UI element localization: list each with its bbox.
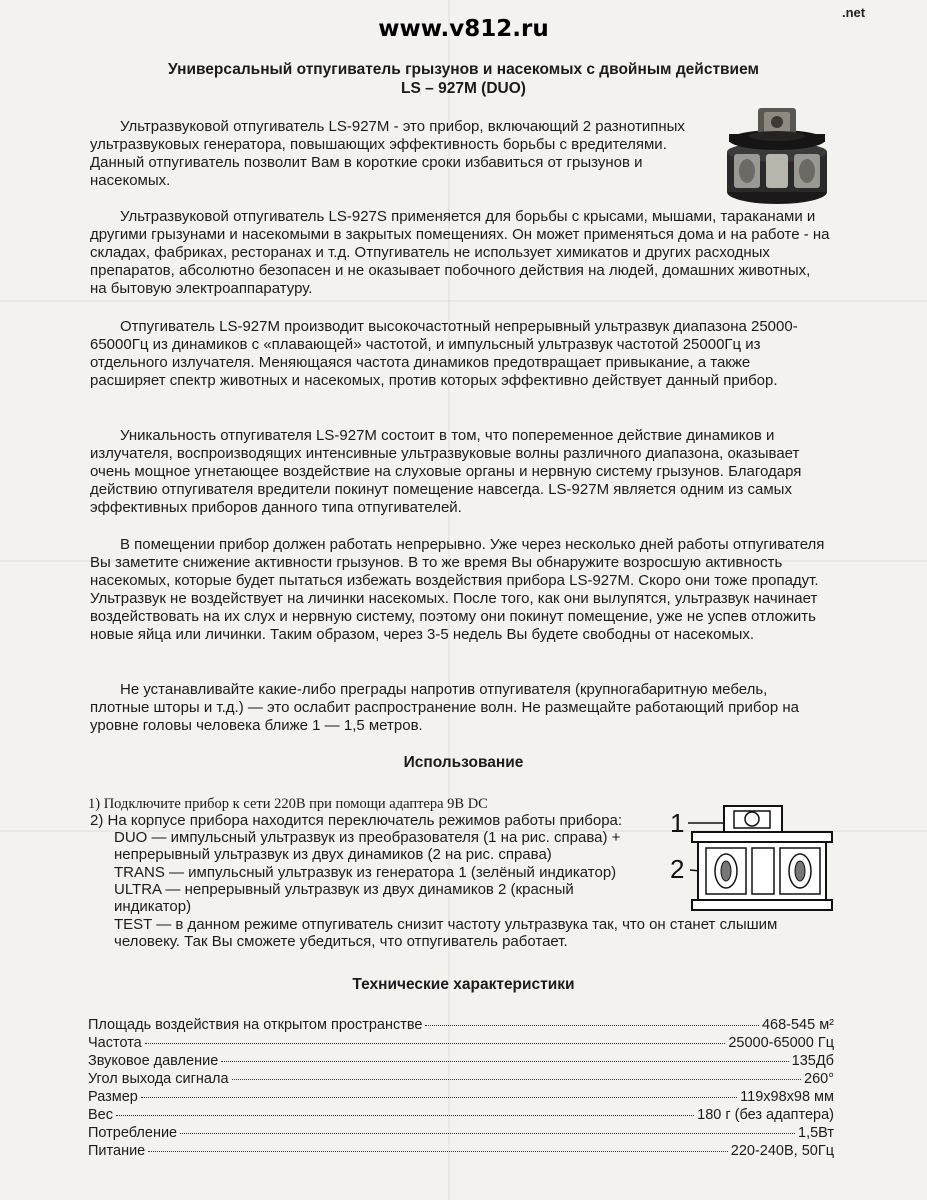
paragraph-text: Ультразвуковой отпугиватель LS-927S применяется для борьбы с крысами, мышами, тараканами и другими грызунами и насекомыми в закрытых помещениях. Он может применяться дома и на работе - на складах, фабриках, ресторанах и т.д. Отпугиватель не использует химикатов и других расходных препаратов, абсолютно безопасен и не оказывает побочного действия на людей, домашних животных, на бытовую электроаппаратуру.	[90, 208, 830, 297]
paragraph	[90, 208, 830, 298]
paragraph-text: Уникальность отпугивателя LS-927M состоит в том, что попеременное действие динамиков и излучателя, воспроизводящих интенсивные ультразвуковые волны различного диапазона, оказывает очень мощное угнетающее воздействие на слуховые органы и нервную систему грызунов. Благодаря действию отпугивателя вредители покинут помещение навсегда. LS-927M является одним из самых эффективных приборов данного типа отпугивателей.	[90, 427, 802, 516]
spec-leader-dots	[221, 1061, 788, 1062]
spec-name: Угол выхода сигнала	[88, 1071, 229, 1087]
spec-row	[88, 1034, 834, 1052]
paragraph-text: Отпугиватель LS-927M производит высокочастотный непрерывный ультразвук диапазона 25000-65000Гц из динамиков с «плавающей» частотой, и импульсный ультразвук частотой 25000Гц из отдельного излучателя. Меняющаяся частота динамиков предотвращает привыкание, а также расширяет спектр животных и насекомых, против которых эффективно действует данный прибор.	[90, 318, 798, 389]
spec-name: Питание	[88, 1143, 146, 1159]
paper-fold-horizontal	[0, 300, 927, 302]
spec-leader-dots	[232, 1079, 801, 1080]
spec-name: Размер	[88, 1089, 138, 1105]
spec-value: 260°	[804, 1071, 834, 1087]
spec-row	[88, 1088, 834, 1106]
spec-value: 135Дб	[791, 1053, 834, 1069]
mode-trans: TRANS — импульсный ультразвук из генератора 1 (зелёный индикатор)	[114, 864, 617, 881]
paragraph	[90, 427, 830, 517]
spec-name: Вес	[88, 1107, 113, 1123]
diagram-label-2: 2	[670, 854, 685, 884]
mode-ultra: ULTRA — непрерывный ультразвук из двух динамиков 2 (красный индикатор)	[114, 881, 574, 915]
usage-step-1: 1) Подключите прибор к сети 220В при помощи адаптера 9В DC	[88, 796, 488, 812]
spec-name: Звуковое давление	[88, 1053, 219, 1069]
spec-row	[88, 1070, 834, 1088]
specs-table	[88, 1016, 834, 1160]
paragraph	[90, 318, 830, 390]
spec-leader-dots	[145, 1043, 726, 1044]
paragraph-text: В помещении прибор должен работать непрерывно. Уже через несколько дней работы отпугивателя Вы заметите снижение активности грызунов. В то же время Вы обнаружите возросшую активность насекомых, которые будет пытаться избежать воздействия прибора LS-927M. Скоро они тоже пропадут. Ультразвук не воздействует на личинки насекомых. После того, как они вылупятся, ультразвук начинает воздействовать на их слух и нервную систему, поэтому они покинут помещение, уже не успев отложить новые яйца или личинки. Таким образом, через 3-5 недель Вы будете свободны от насекомых.	[90, 536, 825, 643]
spec-row	[88, 1124, 834, 1142]
specs-heading: Технические характеристики	[352, 976, 575, 993]
spec-leader-dots	[116, 1115, 694, 1116]
paragraph	[90, 536, 830, 644]
document-title	[40, 60, 887, 98]
spec-value: 1,5Вт	[798, 1125, 834, 1141]
spec-name: Площадь воздействия на открытом пространстве	[88, 1017, 423, 1033]
spec-row	[88, 1106, 834, 1124]
spec-name: Потребление	[88, 1125, 178, 1141]
spec-value: 220-240В, 50Гц	[730, 1143, 834, 1159]
spec-row	[88, 1142, 834, 1160]
spec-value: 25000-65000 Гц	[728, 1035, 834, 1051]
mode-duo: DUO — импульсный ультразвук из преобразователя (1 на рис. справа) + непрерывный ультразвук из двух динамиков (2 на рис. справа)	[114, 829, 621, 863]
product-photo	[722, 100, 832, 210]
title-line-2: LS – 927M (DUO)	[401, 80, 526, 97]
site-watermark: www.v812.ru	[378, 16, 549, 42]
spec-name: Частота	[88, 1035, 142, 1051]
device-diagram	[668, 800, 838, 930]
spec-leader-dots	[141, 1097, 737, 1098]
spec-row	[88, 1052, 834, 1070]
spec-value: 468-545 м²	[761, 1017, 834, 1033]
spec-leader-dots	[180, 1133, 795, 1134]
spec-row	[88, 1016, 834, 1034]
spec-value: 180 г (без адаптера)	[697, 1107, 834, 1123]
paragraph	[90, 681, 830, 735]
usage-heading: Использование	[403, 754, 524, 771]
diagram-label-1: 1	[670, 808, 685, 838]
spec-leader-dots	[148, 1151, 728, 1152]
usage-step-2: 2) На корпусе прибора находится переключатель режимов работы прибора:	[90, 812, 623, 829]
corner-text: .net	[842, 5, 866, 20]
spec-leader-dots	[425, 1025, 758, 1026]
paragraph-text: Не устанавливайте какие-либо преграды напротив отпугивателя (крупногабаритную мебель, плотные шторы и т.д.) — это ослабит распространение волн. Не размещайте работающий прибор на уровне головы человека ближе 1 — 1,5 метров.	[90, 681, 799, 734]
paragraph	[90, 118, 720, 190]
title-line-1: Универсальный отпугиватель грызунов и насекомых с двойным действием	[168, 61, 759, 78]
paragraph-text: Ультразвуковой отпугиватель LS-927M - это прибор, включающий 2 разнотипных ультразвуковых генератора, повышающих эффективность борьбы с вредителями. Данный отпугиватель позволит Вам в короткие сроки избавиться от грызунов и насекомых.	[90, 118, 685, 189]
spec-value: 119x98x98 мм	[740, 1089, 834, 1105]
mode-test: TEST — в данном режиме отпугиватель снизит частоту ультразвука так, что он станет слышим человеку. Так Вы сможете убедиться, что отпугиватель работает.	[114, 916, 778, 950]
